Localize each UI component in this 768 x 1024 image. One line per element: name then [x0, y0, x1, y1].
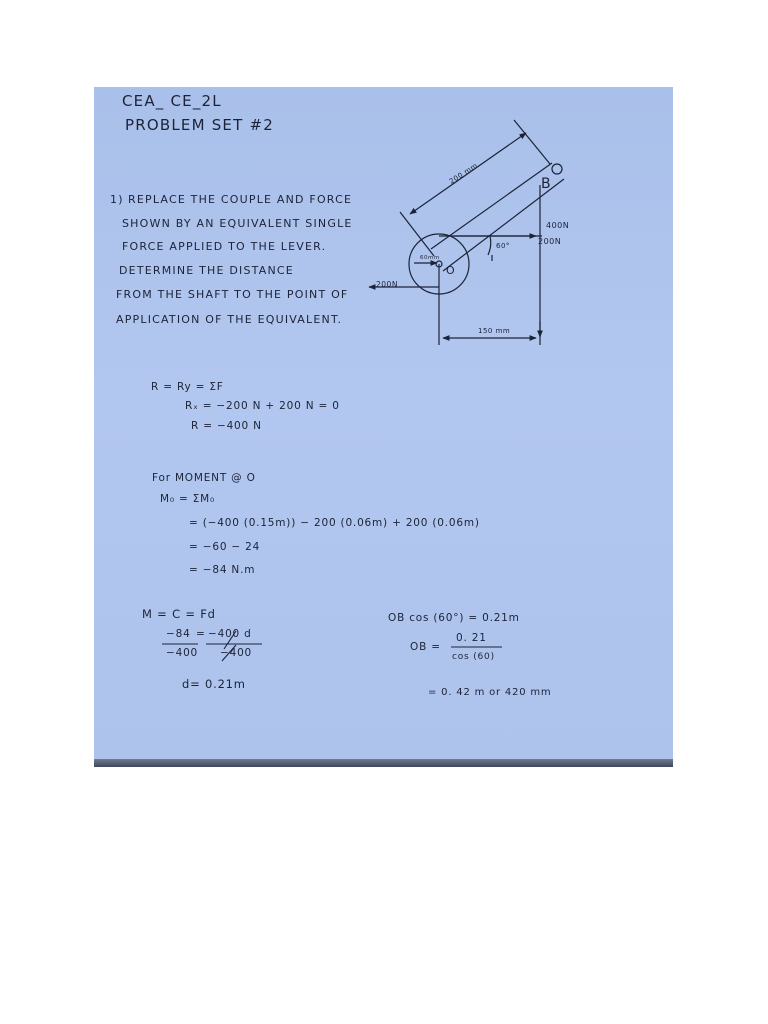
fraction-left-numerator: −84	[166, 628, 191, 640]
label-force-200n-right: 200N	[538, 237, 562, 246]
fraction-bars	[94, 87, 673, 767]
ob-numerator: 0. 21	[456, 632, 487, 644]
moment-line-2: = (−400 (0.15m)) − 200 (0.06m) + 200 (0.06m)	[189, 517, 480, 529]
moment-line-4: = −84 N.m	[189, 564, 256, 576]
problem-line-1: REPLACE THE COUPLE AND FORCE	[128, 193, 353, 206]
notebook-page	[94, 87, 673, 767]
fraction-right-numerator: −400 d	[208, 628, 252, 640]
ob-prefix: OB =	[410, 641, 441, 653]
label-angle: 60°	[496, 242, 510, 250]
page-bottom-edge	[94, 759, 673, 767]
problem-line-3: FORCE APPLIED TO THE LEVER.	[122, 240, 327, 253]
moment-heading: For MOMENT @ O	[152, 472, 256, 484]
resultant-line-2: Rₓ = −200 N + 200 N = 0	[185, 400, 340, 412]
label-radius: 60mm	[420, 255, 440, 261]
fraction-left-denominator: −400	[166, 647, 199, 659]
moment-line-3: = −60 − 24	[189, 541, 261, 553]
final-answer: = 0. 42 m or 420 mm	[428, 687, 552, 698]
problem-line-2: SHOWN BY AN EQUIVALENT SINGLE	[122, 217, 353, 230]
label-point-b: B	[541, 176, 552, 192]
couple-equation: M = C = Fd	[142, 607, 216, 621]
ob-denominator: cos (60)	[452, 652, 495, 662]
ob-equation: OB cos (60°) = 0.21m	[388, 612, 520, 624]
label-lever-length: 200 mm	[448, 161, 480, 186]
problem-line-6: APPLICATION OF THE EQUIVALENT.	[116, 313, 343, 326]
problem-number: 1)	[110, 193, 124, 206]
distance-result: d= 0.21m	[182, 677, 246, 691]
resultant-line-3: R = −400 N	[191, 420, 262, 432]
problem-set-title: PROBLEM SET #2	[125, 116, 274, 134]
moment-line-1: M₀ = ΣM₀	[160, 493, 216, 505]
label-horizontal-distance: 150 mm	[478, 327, 511, 335]
label-force-200n-left: 200N	[376, 280, 398, 289]
fraction-equals: =	[196, 628, 206, 640]
cancel-stroke-lower	[222, 645, 236, 661]
problem-line-4: DETERMINE THE DISTANCE	[119, 264, 294, 277]
resultant-line-1: R = Ry = ΣF	[151, 381, 224, 393]
course-code: CEA_ CE_2L	[122, 92, 222, 110]
label-point-o: O	[446, 264, 456, 277]
fraction-right-denominator: −400	[220, 647, 253, 659]
problem-line-5: FROM THE SHAFT TO THE POINT OF	[116, 288, 349, 301]
label-force-400n: 400N	[546, 221, 570, 230]
